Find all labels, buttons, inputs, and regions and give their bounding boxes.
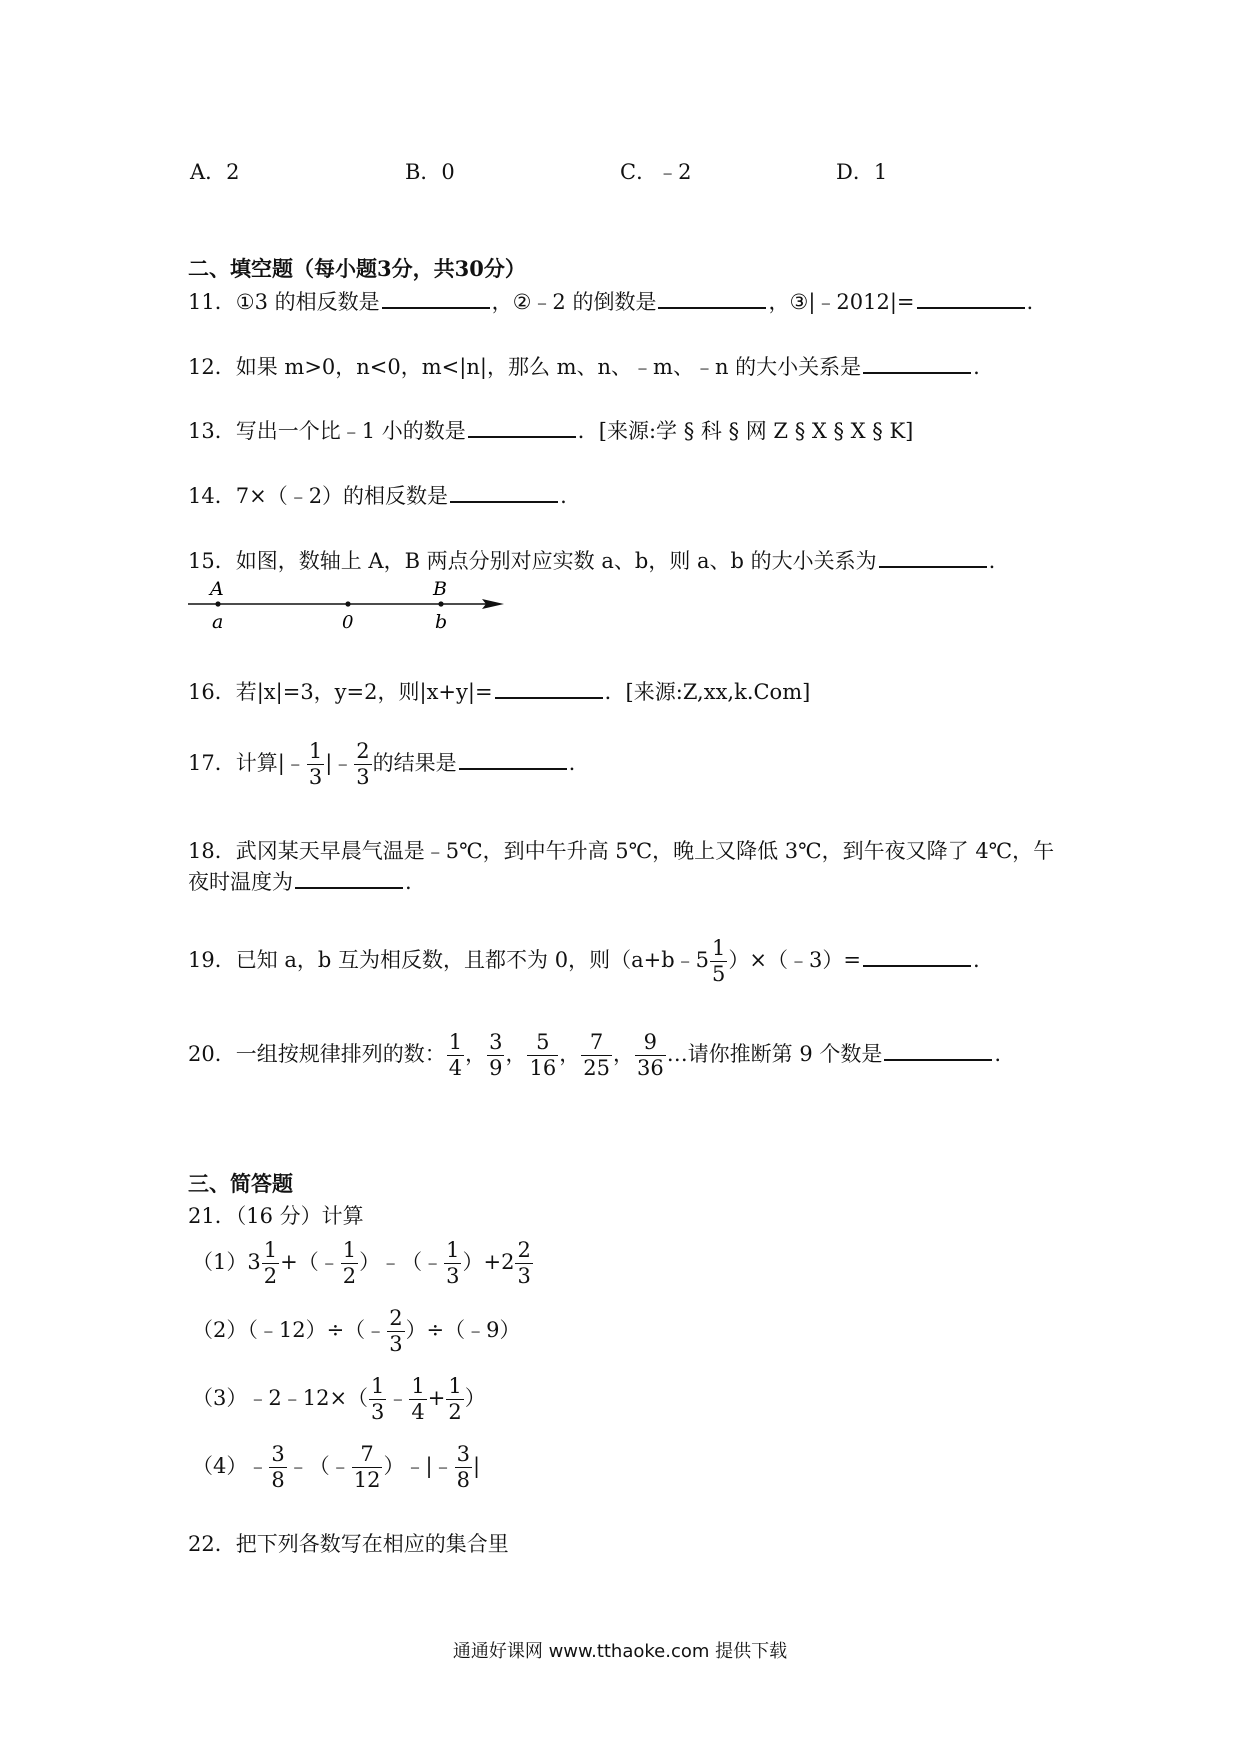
section-fill-in-title: 二、填空题（每小题3分，共30分） (188, 256, 526, 281)
question-text: 的结果是 (372, 751, 457, 775)
label-b: b (435, 611, 448, 633)
circled-3-icon: ③ (789, 290, 809, 314)
question-text: 武冈某天早晨气温是﹣5℃，到中午升高 5℃，晚上又降低 3℃，到午夜又降了 4℃，午 (235, 839, 1055, 863)
question-number: 19． (188, 948, 236, 972)
answer-blank[interactable] (658, 307, 766, 309)
period: . (988, 549, 996, 573)
part-label: （1）3 (192, 1250, 261, 1274)
circled-1-icon: ① (235, 290, 255, 314)
fraction: $\frac{1}{4}$ (411, 1374, 425, 1424)
question-number: 16． (188, 680, 236, 704)
question-number: 13． (188, 419, 236, 443)
question-text: 写出一个比﹣1 小的数是 (235, 419, 466, 443)
fraction: $\frac{1}{3}$ (371, 1374, 385, 1424)
label-B: B (433, 578, 447, 600)
expr-text: ） (464, 1386, 486, 1410)
expr-text: + (427, 1386, 446, 1410)
question-16 (188, 676, 810, 706)
answer-blank[interactable] (459, 768, 567, 770)
period: . (972, 948, 980, 972)
question-20 (188, 1032, 1001, 1079)
fraction: $\frac{2}{3}$ (356, 739, 370, 789)
point-zero (345, 601, 350, 606)
question-12 (188, 351, 980, 381)
question-text: 一组按规律排列的数： (235, 1042, 446, 1066)
label-A: A (210, 578, 224, 600)
expr-text: ﹣ (387, 1386, 409, 1410)
expr-text: ）﹣（﹣ (359, 1250, 444, 1274)
comma: ， (505, 1042, 527, 1066)
question-text: 3 的相反数是 (254, 290, 380, 314)
question-number: 12． (188, 355, 236, 379)
part-label: （3）﹣2﹣12×（ (192, 1386, 369, 1410)
option-b: B．0 (405, 160, 455, 184)
question-14 (188, 480, 567, 510)
answer-blank[interactable] (495, 697, 603, 699)
question-17 (188, 741, 575, 788)
question-text: ﹣2 的倒数是 (531, 290, 657, 314)
label-zero: 0 (342, 612, 354, 633)
question-text: …请你推断第 9 个数是 (666, 1042, 883, 1066)
question-text: 如果 m>0，n<0，m<|n|，那么 m、n、﹣m、﹣n 的大小关系是 (235, 355, 862, 379)
question-19 (188, 938, 980, 985)
comma: ， (559, 1042, 581, 1066)
answer-blank[interactable] (863, 965, 971, 967)
question-21-head: 21．（16 分）计算 (188, 1204, 364, 1228)
period: . (405, 870, 412, 894)
question-number: 11． (188, 290, 236, 314)
option-d: D．1 (836, 160, 888, 184)
section-short-answer-title: 三、简答题 (188, 1171, 293, 1196)
answer-blank[interactable] (295, 887, 403, 889)
expr-text: +（﹣ (280, 1250, 340, 1274)
question-21-part-2 (192, 1308, 521, 1355)
comma: ， (465, 1042, 487, 1066)
fraction: $\frac{1}{2}$ (448, 1374, 462, 1424)
fraction: $\frac{9}{36}$ (636, 1030, 664, 1080)
fraction: $\frac{1}{4}$ (448, 1030, 463, 1080)
circled-2-icon: ② (512, 290, 532, 314)
question-number: 20． (188, 1042, 236, 1066)
question-text: 已知 a，b 互为相反数，且都不为 0，则（a+b﹣5 (235, 948, 710, 972)
fraction: $\frac{1}{5}$ (712, 936, 726, 986)
question-text: 夜时温度为 (188, 870, 293, 894)
expr-text: | (472, 1454, 481, 1478)
comma: ， (612, 1042, 634, 1066)
fraction: $\frac{7}{12}$ (353, 1442, 381, 1492)
period: . (994, 1042, 1002, 1066)
question-number: 15． (188, 549, 236, 573)
fraction: $\frac{1}{3}$ (446, 1238, 460, 1288)
question-18-line-1 (188, 835, 1054, 865)
page-footer: 通通好课网 www.tthaoke.com 提供下载 (452, 1641, 788, 1662)
question-text: 如图，数轴上 A，B 两点分别对应实数 a、b，则 a、b 的大小关系为 (235, 549, 877, 573)
question-11 (188, 286, 1033, 316)
question-21-part-1 (192, 1240, 534, 1287)
option-a: A．2 (190, 160, 240, 184)
question-number: 14． (188, 484, 236, 508)
point-b (438, 601, 443, 606)
question-text: 若|x|=3，y=2，则|x+y|= (235, 680, 493, 704)
number-line-figure (186, 576, 516, 636)
question-text: 计算|﹣ (235, 751, 306, 775)
question-text: 7×（﹣2）的相反数是 (235, 484, 449, 508)
answer-blank[interactable] (917, 307, 1025, 309)
period: . (560, 484, 567, 508)
period: . (973, 355, 980, 379)
fraction: $\frac{7}{25}$ (583, 1030, 610, 1080)
fraction: $\frac{1}{2}$ (342, 1238, 357, 1288)
expr-text: ）÷（﹣9） (405, 1318, 521, 1342)
separator: ， (768, 290, 790, 314)
question-21-part-4 (192, 1444, 480, 1491)
question-21-part-3 (192, 1376, 486, 1423)
fraction: $\frac{1}{3}$ (308, 739, 323, 789)
answer-blank[interactable] (863, 372, 971, 374)
part-label: （2）（﹣12）÷（﹣ (192, 1318, 387, 1342)
expr-text: ）+2 (462, 1250, 515, 1274)
fraction: $\frac{3}{8}$ (456, 1442, 470, 1492)
answer-blank[interactable] (382, 307, 490, 309)
fraction: $\frac{3}{9}$ (489, 1030, 503, 1080)
expr-text: ﹣（﹣ (287, 1454, 351, 1478)
separator: ， (491, 290, 513, 314)
question-text: ）×（﹣3）= (728, 948, 861, 972)
answer-blank[interactable] (450, 501, 558, 503)
period: . (1026, 290, 1034, 314)
question-number: 18． (188, 839, 236, 863)
fraction: $\frac{1}{2}$ (263, 1238, 278, 1288)
question-13 (188, 415, 913, 445)
source-note: ．[来源:Z,xx,k.Com] (604, 680, 811, 704)
source-note: ．[来源:学 § 科 § 网 Z § X § X § K] (577, 419, 914, 443)
fraction: $\frac{2}{3}$ (517, 1238, 531, 1288)
fraction: $\frac{3}{8}$ (271, 1442, 285, 1492)
question-18-line-2 (188, 866, 412, 896)
answer-blank[interactable] (468, 436, 576, 438)
period: . (568, 751, 576, 775)
part-label: （4）﹣ (192, 1454, 269, 1478)
fraction: $\frac{2}{3}$ (389, 1306, 403, 1356)
option-c: C．﹣2 (620, 160, 692, 184)
question-15 (188, 545, 995, 575)
point-a (215, 601, 220, 606)
answer-blank[interactable] (879, 566, 987, 568)
question-text: |﹣2012|= (808, 290, 915, 314)
label-a: a (212, 611, 224, 633)
question-text: |﹣ (325, 751, 354, 775)
question-22: 22．把下列各数写在相应的集合里 (188, 1532, 509, 1556)
expr-text: ）﹣|﹣ (383, 1454, 454, 1478)
answer-blank[interactable] (884, 1059, 992, 1061)
question-number: 17． (188, 751, 236, 775)
fraction: $\frac{5}{16}$ (529, 1030, 557, 1080)
